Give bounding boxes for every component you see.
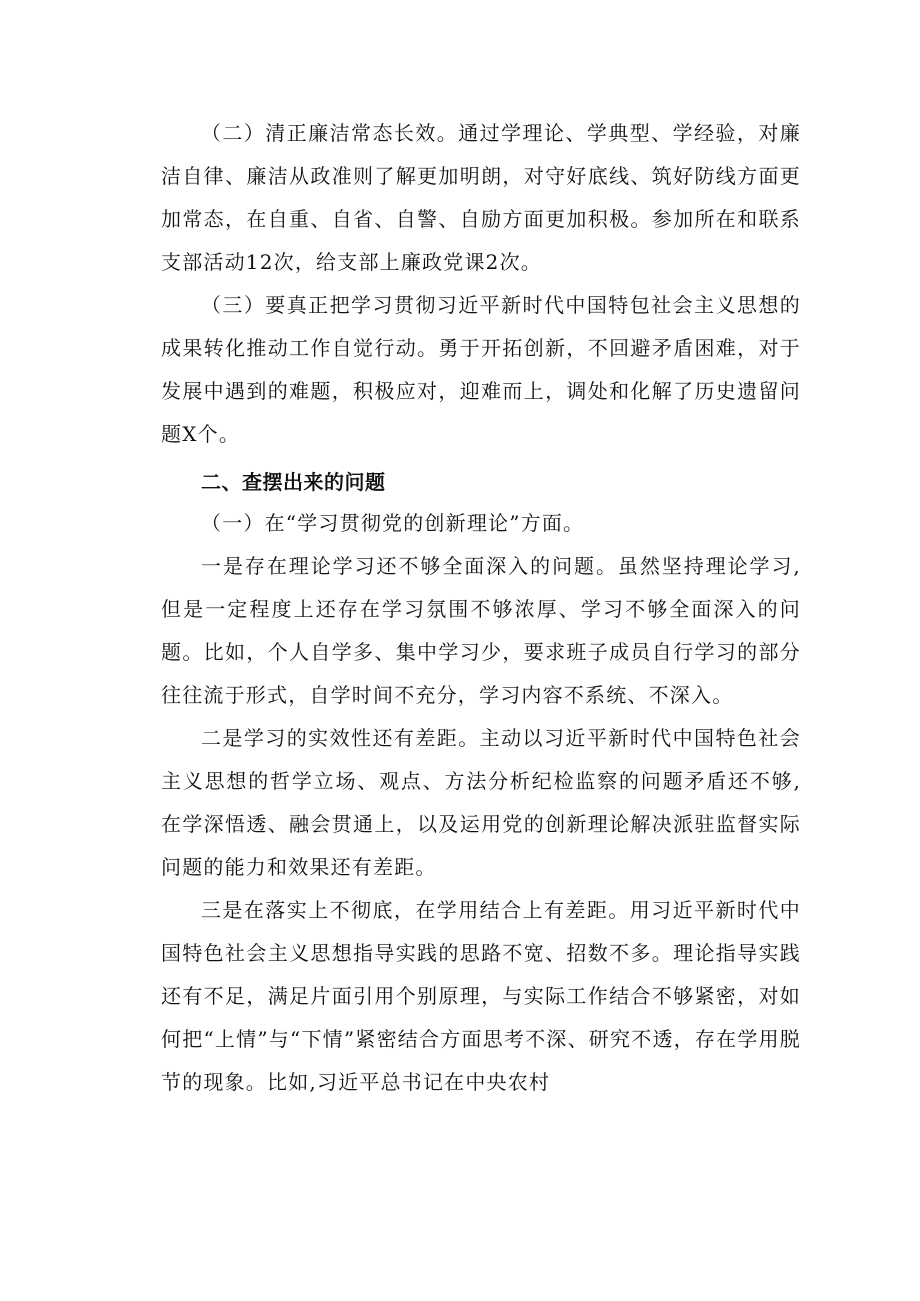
document-body bbox=[161, 112, 801, 1104]
paragraph-translate-learning: （三）要真正把学习贯彻习近平新时代中国特包社会主义思想的成果转化推动工作自觉行动。勇于开拓创新，不回避矛盾困难，对于发展中遇到的难题，积极应对，迎难而上，调处和化解了历史遗留问题X个。 bbox=[161, 293, 801, 446]
paragraph-clean-governance: （二）清正廉洁常态长效。通过学理论、学典型、学经验，对廉洁自律、廉洁从政准则了解更加明朗，对守好底线、筑好防线方面更加常态，在自重、自省、自警、自励方面更加积极。参加所在和联系支部活动12次，给支部上廉政党课2次。 bbox=[161, 121, 801, 274]
paragraph-problem-three: 三是在落实上不彻底，在学用结合上有差距。用习近平新时代中国特色社会主义思想指导实践的思路不宽、招数不多。理论指导实践还有不足，满足片面引用个别原理，与实际工作结合不够紧密，对如何把“上情”与“下情”紧密结合方面思考不深、研究不透，存在学用脱节的现象。比如,习近平总书记在中央农村 bbox=[161, 898, 801, 1094]
paragraph-problem-one: 一是存在理论学习还不够全面深入的问题。虽然坚持理论学习,但是一定程度上还存在学习氛围不够浓厚、学习不够全面深入的问题。比如，个人自学多、集中学习少，要求班子成员自行学习的部分往往流于形式，自学时间不充分，学习内容不系统、不深入。 bbox=[161, 554, 801, 707]
section-heading-problems: 二、查摆出来的问题 bbox=[201, 470, 386, 494]
subsection-heading-theory: （一）在“学习贯彻党的创新理论”方面。 bbox=[201, 511, 585, 535]
paragraph-problem-two: 二是学习的实效性还有差距。主动以习近平新时代中国特色社会主义思想的哲学立场、观点、方法分析纪检监察的问题矛盾还不够,在学深悟透、融会贯通上，以及运用党的创新理论解决派驻监督实际问题的能力和效果还有差距。 bbox=[161, 726, 801, 879]
